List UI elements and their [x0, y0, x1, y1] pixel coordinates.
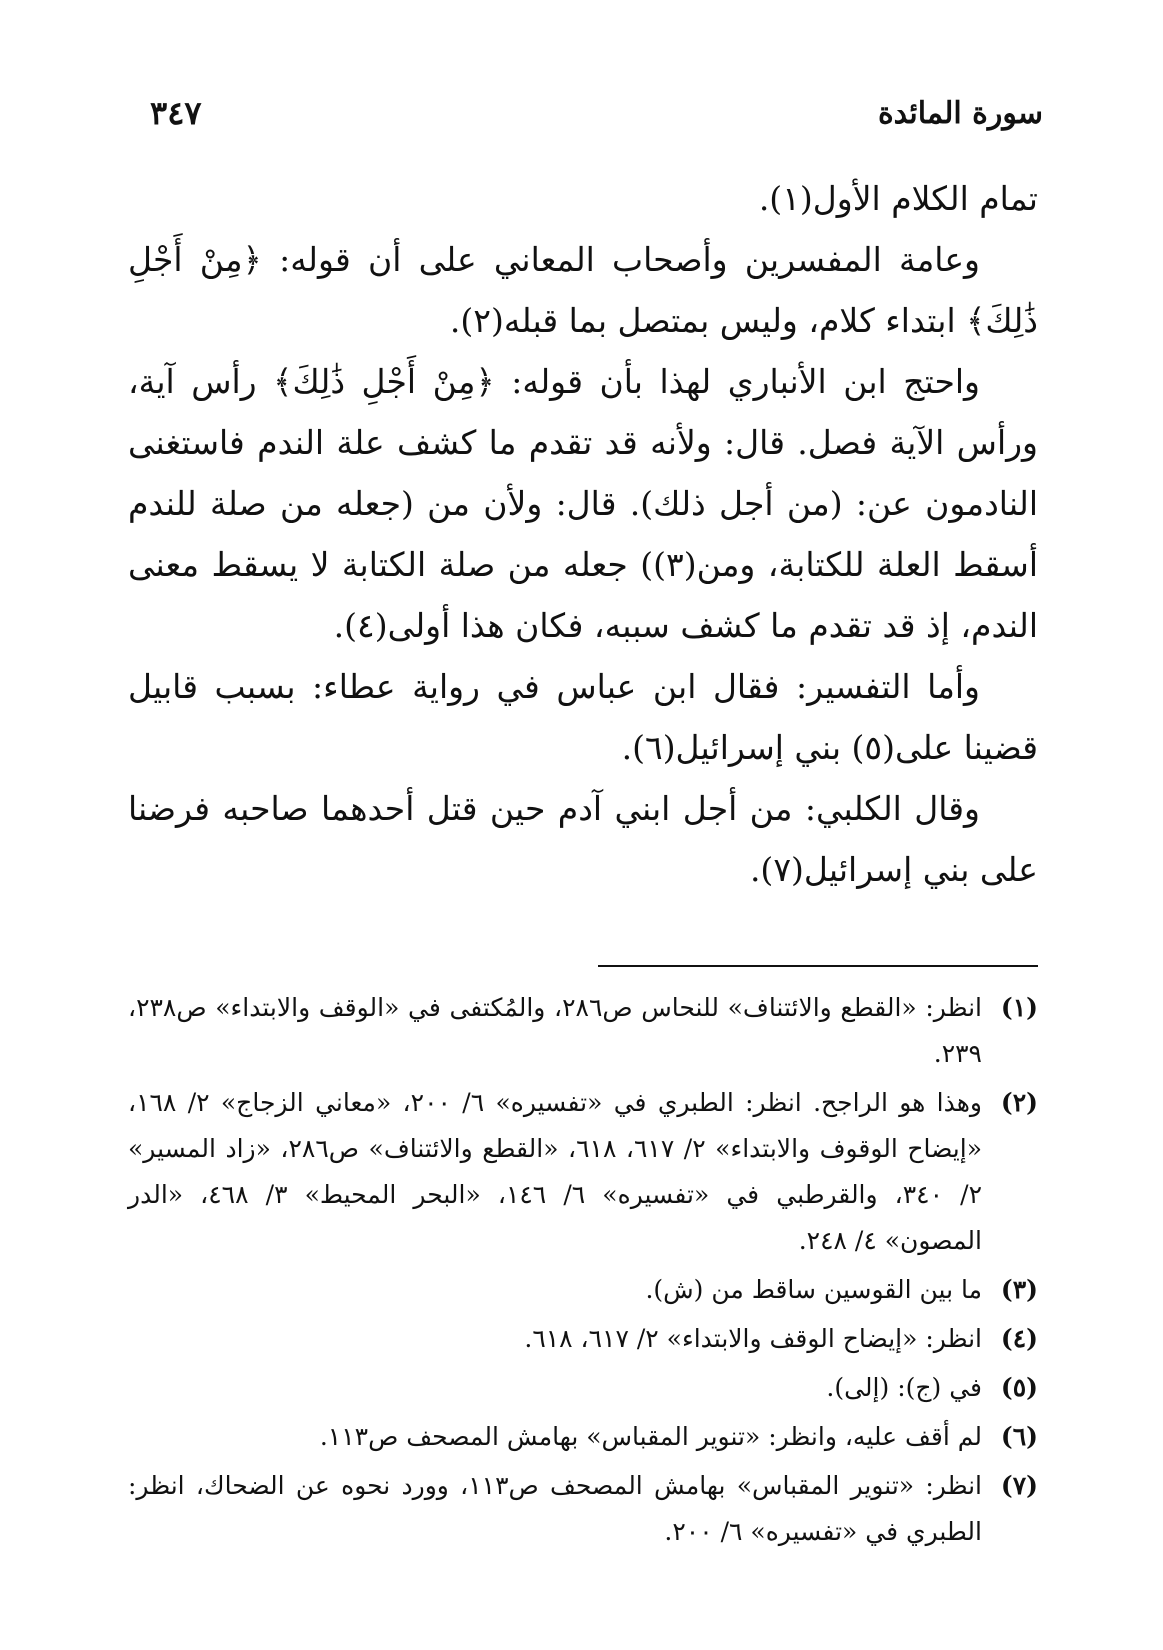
page-number: ٣٤٧	[150, 94, 202, 132]
footnote-text: انظر: «إيضاح الوقف والابتداء» ٢/ ٦١٧، ٦١٨.	[524, 1324, 982, 1353]
footnote-text: وهذا هو الراجح. انظر: الطبري في «تفسيره» ٦/ ٢٠٠، «معاني الزجاج» ٢/ ١٦٨، «إيضاح الوقوف والابتداء» ٢/ ٦١٧، ٦١٨، «القطع والائتناف» ص٢٨٦، «زاد المسير» ٢/ ٣٤٠، والقرطبي في «تفسيره» ٦/ ١٤٦، «البحر المحيط» ٣/ ٤٦٨، «الدر المصون» ٤/ ٢٤٨.	[128, 1088, 983, 1255]
footnote-item	[128, 1267, 1038, 1313]
footnote-number: (٢)	[1000, 1088, 1038, 1117]
footnotes	[128, 985, 1038, 1558]
footnote-text: لم أقف عليه، وانظر: «تنوير المقباس» بهامش المصحف ص١١٣.	[319, 1422, 982, 1451]
paragraph: وأما التفسير: فقال ابن عباس في رواية عطاء: بسبب قابيل قضينا على(٥) بني إسرائيل(٦).	[128, 667, 1038, 767]
paragraph: وعامة المفسرين وأصحاب المعاني على أن قوله: ﴿مِنْ أَجْلِ ذَٰلِكَ﴾ ابتداء كلام، وليس بمتصل بما قبله(٢).	[128, 240, 1038, 340]
footnote-text: في (ج): (إلى).	[826, 1373, 982, 1402]
footnote-item	[128, 1463, 1038, 1555]
paragraph: وقال الكلبي: من أجل ابني آدم حين قتل أحدهما صاحبه فرضنا على بني إسرائيل(٧).	[128, 789, 1038, 889]
footnote-number: (١)	[1000, 993, 1038, 1022]
footnote-text: انظر: «القطع والائتناف» للنحاس ص٢٨٦، والمُكتفى في «الوقف والابتداء» ص٢٣٨، ٢٣٩.	[128, 993, 982, 1068]
footnote-number: (٣)	[1000, 1275, 1038, 1304]
surah-title: سورة المائدة	[877, 95, 1043, 131]
footnote-item	[128, 985, 1038, 1077]
footnote-item	[128, 1414, 1038, 1460]
footnote-item	[128, 1316, 1038, 1362]
footnote-number: (٤)	[1000, 1324, 1038, 1353]
page-header	[150, 88, 1043, 138]
main-text	[128, 168, 1038, 900]
paragraph: تمام الكلام الأول(١).	[758, 179, 1038, 218]
paragraph: واحتج ابن الأنباري لهذا بأن قوله: ﴿مِنْ أَجْلِ ذَٰلِكَ﴾ رأس آية، ورأس الآية فصل. قال: ولأنه قد تقدم ما كشف علة الندم فاستغنى النادمون عن: (من أجل ذلك). قال: ولأن من (جعله من صلة للندم أسقط العلة للكتابة، ومن(٣)) جعله من صلة الكتابة لا يسقط معنى الندم، إذ قد تقدم ما كشف سببه، فكان هذا أولى(٤).	[128, 362, 1038, 645]
footnote-number: (٦)	[1000, 1422, 1038, 1451]
footnote-number: (٧)	[1000, 1471, 1038, 1500]
footnote-item	[128, 1365, 1038, 1411]
footnote-number: (٥)	[1000, 1373, 1038, 1402]
footnote-text: انظر: «تنوير المقباس» بهامش المصحف ص١١٣، وورد نحوه عن الضحاك، انظر: الطبري في «تفسيره» ٦/ ٢٠٠.	[128, 1471, 983, 1546]
footnote-item	[128, 1080, 1038, 1264]
footnote-text: ما بين القوسين ساقط من (ش).	[645, 1275, 982, 1304]
footnote-divider	[598, 965, 1038, 967]
